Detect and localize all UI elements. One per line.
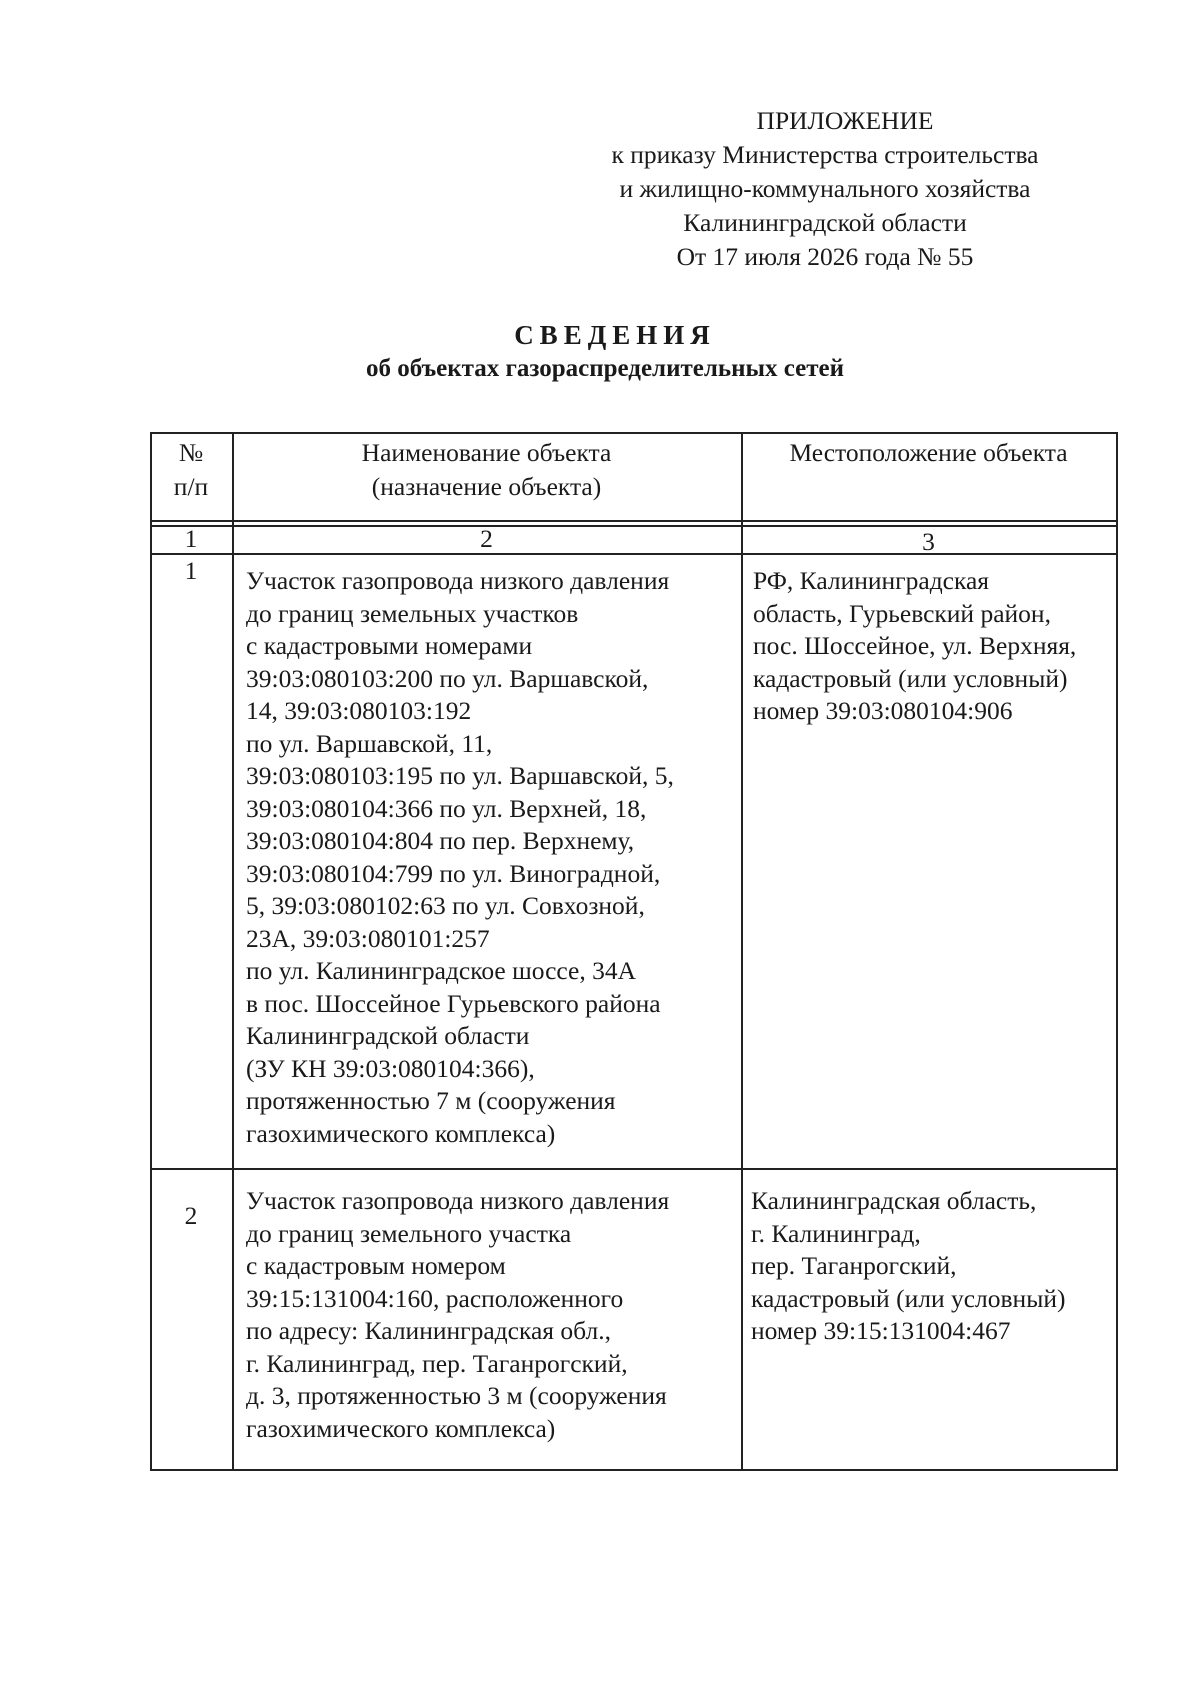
document-title: СВЕДЕНИЯ xyxy=(514,320,716,350)
table-border-right xyxy=(1116,432,1118,1471)
row-1-number: 1 xyxy=(184,556,198,585)
table-border-bottom xyxy=(150,1469,1118,1471)
appendix-title: ПРИЛОЖЕНИЕ xyxy=(756,106,934,135)
header-number: № п/п xyxy=(173,438,209,501)
table-col-divider-1 xyxy=(232,432,234,1471)
table-border-top xyxy=(150,432,1118,434)
appendix-line: и жилищно-коммунального хозяйства xyxy=(619,174,1031,203)
row-2-number: 2 xyxy=(184,1201,198,1230)
header-object-name: Наименование объекта (назначение объекта) xyxy=(361,438,612,501)
column-number-1: 1 xyxy=(184,524,198,553)
table-header-bottom-line xyxy=(150,520,1118,522)
row-1-object-name: Участок газопровода низкого давления до границ земельных участков с кадастровыми номерами 39:03:080103:200 по ул. Варшавской, 14, 39:03:080103:192 по ул. Варшавской, 11, 39:03:080103:195 по ул. Варшавской, 5, 39:03:080104:366 по ул. Верхней, 18, 39:03:080104:804 по пер. Верхнему, 39:03:080104:799 по ул. Виноградной, 5, 39:03:080102:63 по ул. Совхозной, 23А, 39:03:080101:257 по ул. Калининградское шоссе, 34А в пос. Шоссейное Гурьевского района Калининградской области (ЗУ КН 39:03:080104:366), протяженностью 7 м (сооружения газохимического комплекса) xyxy=(246,566,674,1148)
appendix-line: к приказу Министерства строительства xyxy=(611,140,1039,169)
appendix-block xyxy=(590,104,1060,274)
column-number-2: 2 xyxy=(480,524,493,553)
appendix-date-line: От 17 июля 2026 года № 55 xyxy=(676,242,974,271)
table-border-left xyxy=(150,432,152,1471)
table-col-divider-2 xyxy=(741,432,743,1471)
row-2-object-name: Участок газопровода низкого давления до границ земельного участка с кадастровым номером 39:15:131004:160, расположенного по адресу: Калининградская обл., г. Калининград, пер. Таганрогский, д. 3, протяженностью 3 м (сооружения газохимического комплекса) xyxy=(246,1186,670,1443)
header-object-location: Местоположение объекта xyxy=(789,438,1068,467)
column-number-3: 3 xyxy=(922,527,935,556)
appendix-line: Калининградской области xyxy=(683,208,967,237)
table-row-divider xyxy=(150,1168,1118,1170)
row-1-object-location: РФ, Калининградская область, Гурьевский район, пос. Шоссейное, ул. Верхняя, кадастровый (или условный) номер 39:03:080104:906 xyxy=(753,566,1077,725)
document-subtitle: об объектах газораспределительных сетей xyxy=(365,355,845,382)
row-2-object-location: Калининградская область, г. Калининград, пер. Таганрогский, кадастровый (или условный) номер 39:15:131004:467 xyxy=(751,1186,1066,1345)
objects-table xyxy=(150,432,1118,1471)
